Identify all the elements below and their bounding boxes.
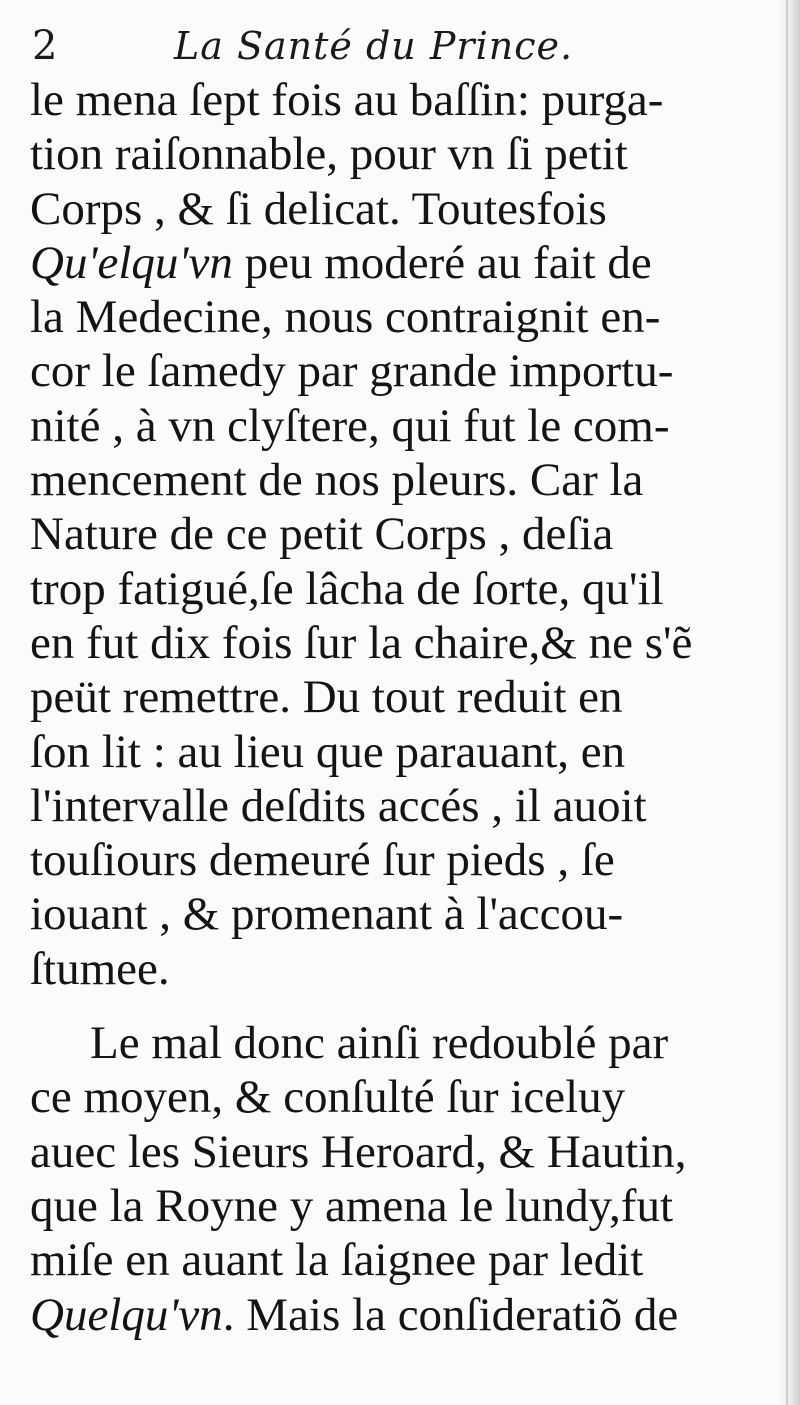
text-run: peu moderé au fait de (232, 236, 652, 289)
text-line: la Medecine, nous contraignit en- (30, 291, 661, 344)
text-line: touſiours demeuré ſur pieds , ſe (30, 834, 615, 887)
text-line: cor le ſamedy par grande importu- (30, 345, 674, 398)
text-line (30, 236, 752, 290)
text-line: peüt remettre. Du tout reduit en (30, 671, 623, 724)
text-line: auec les Sieurs Heroard, & Hautin, (30, 1125, 687, 1178)
text-line: que la Royne y amena le lundy,fut (30, 1179, 674, 1232)
text-line: le mena ſept fois au baſſin: purga- (30, 74, 664, 126)
paragraph-2 (30, 1016, 752, 1342)
text-line: tion raiſonnable, pour vn ſi petit (30, 128, 628, 181)
text-line: ce moyen, & conſulté ſur iceluy (30, 1071, 626, 1124)
text-line: ſtumee. (30, 942, 170, 995)
body-text (30, 73, 752, 1342)
text-line: Nature de ce petit Corps , deſia (30, 508, 614, 561)
text-line: miſe en auant la ſaignee par ledit (30, 1234, 644, 1287)
running-title: La Santé du Prince. (174, 24, 574, 68)
text-line: ſon lit : au lieu que parauant, en (30, 725, 626, 778)
paragraph-spacer (30, 996, 752, 1016)
text-line: nité , à vn clyſtere, qui fut le com- (30, 399, 670, 452)
text-line: en fut dix fois ſur la chaire,& ne s'ẽ (30, 616, 693, 669)
text-line (30, 1288, 752, 1342)
text-line: l'intervalle deſdits accés , il auoit (30, 779, 647, 832)
text-line: iouant , & promenant à l'accou- (30, 888, 624, 941)
text-line: Le mal donc ainſi redoublé par (90, 1017, 669, 1070)
page-header (32, 16, 752, 76)
text-line: mencement de nos pleurs. Car la (30, 454, 644, 507)
paragraph-1 (30, 73, 752, 996)
page-edge-shadow (778, 0, 800, 1405)
text-line: trop fatigué,ſe lâcha de ſorte, qu'il (30, 562, 664, 615)
text-run: . Mais la conſideratiõ de (222, 1288, 679, 1341)
italic-name: Qu'elqu'vn (30, 236, 233, 289)
italic-name: Quelqu'vn (30, 1288, 223, 1341)
text-line: Corps , & ſi delicat. Toutesfois (30, 182, 607, 235)
page-number: 2 (32, 23, 58, 69)
